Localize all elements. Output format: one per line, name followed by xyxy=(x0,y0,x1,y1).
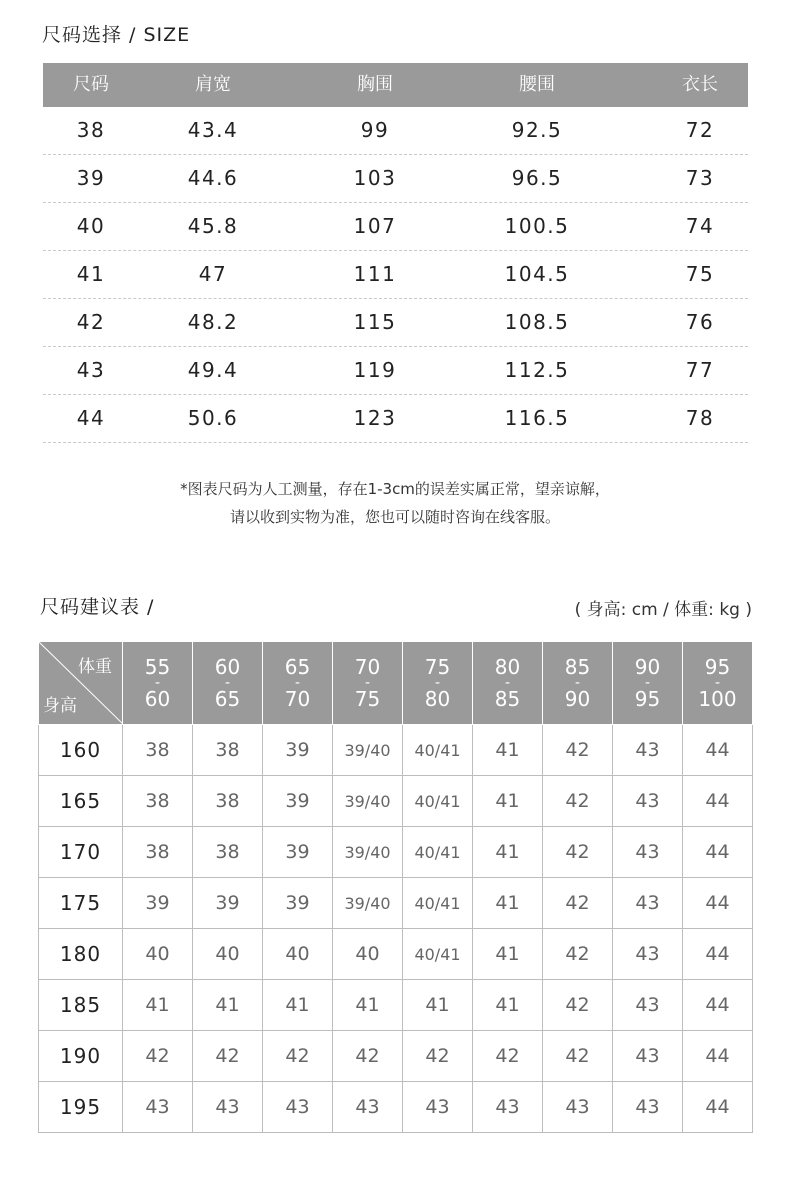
recommendation-title: 尺码建议表 / xyxy=(40,596,155,618)
recommended-size-cell: 44 xyxy=(683,1031,753,1082)
corner-cell xyxy=(39,642,123,725)
size-cell: 103 xyxy=(353,166,397,190)
recommended-size-cell: 44 xyxy=(683,980,753,1031)
header-length: 衣长 xyxy=(682,74,718,95)
recommended-size-cell: 43 xyxy=(613,929,683,980)
note-line-1: *图表尺码为人工测量，存在1-3cm的误差实属正常，望亲谅解， xyxy=(180,480,610,498)
size-cell: 40 xyxy=(76,214,106,238)
recommended-size-cell: 43 xyxy=(123,1082,193,1133)
size-cell: 116.5 xyxy=(504,406,570,430)
size-cell: 76 xyxy=(685,310,715,334)
size-cell: 119 xyxy=(353,358,397,382)
recommended-size-cell: 43 xyxy=(613,1031,683,1082)
recommended-size-cell: 44 xyxy=(683,827,753,878)
recommended-size-cell: 42 xyxy=(123,1031,193,1082)
recommended-size-cell: 38 xyxy=(193,776,263,827)
weight-from: 55 xyxy=(144,655,171,679)
height-cell: 195 xyxy=(39,1082,123,1133)
weight-to: 95 xyxy=(634,687,661,711)
weight-to: 60 xyxy=(144,687,171,711)
recommended-size-cell: 40/41 xyxy=(403,929,473,980)
size-cell: 100.5 xyxy=(504,214,570,238)
weight-range-header xyxy=(123,642,193,725)
size-cell: 92.5 xyxy=(511,118,563,142)
recommended-size-cell: 40 xyxy=(193,929,263,980)
corner-height-label: 身高 xyxy=(43,696,77,716)
recommended-size-cell: 42 xyxy=(333,1031,403,1082)
size-row xyxy=(43,155,748,203)
weight-separator: - xyxy=(364,675,371,691)
weight-to: 65 xyxy=(214,687,241,711)
size-cell: 41 xyxy=(76,262,106,286)
recommended-size-cell: 42 xyxy=(543,776,613,827)
recommended-size-cell: 38 xyxy=(193,725,263,776)
size-cell: 44 xyxy=(76,406,106,430)
size-row xyxy=(43,107,748,155)
recommended-size-cell: 39/40 xyxy=(333,878,403,929)
size-cell: 74 xyxy=(685,214,715,238)
recommended-size-cell: 42 xyxy=(543,827,613,878)
recommended-size-cell: 39 xyxy=(263,725,333,776)
recommended-size-cell: 40/41 xyxy=(403,725,473,776)
height-row xyxy=(39,1031,753,1082)
recommended-size-cell: 43 xyxy=(613,827,683,878)
height-row xyxy=(39,776,753,827)
recommended-size-cell: 38 xyxy=(123,827,193,878)
size-cell: 78 xyxy=(685,406,715,430)
weight-range-header xyxy=(193,642,263,725)
size-cell: 111 xyxy=(353,262,397,286)
weight-to: 100 xyxy=(698,687,737,711)
header-shoulder: 肩宽 xyxy=(195,74,231,95)
weight-to: 85 xyxy=(494,687,521,711)
recommended-size-cell: 41 xyxy=(473,878,543,929)
note-line-2: 请以收到实物为准，您也可以随时咨询在线客服。 xyxy=(229,508,560,526)
recommended-size-cell: 42 xyxy=(473,1031,543,1082)
weight-from: 90 xyxy=(634,655,661,679)
recommended-size-cell: 43 xyxy=(543,1082,613,1133)
header-size: 尺码 xyxy=(73,74,109,95)
recommended-size-cell: 43 xyxy=(193,1082,263,1133)
recommended-size-cell: 39 xyxy=(263,827,333,878)
size-cell: 108.5 xyxy=(504,310,570,334)
recommended-size-cell: 39/40 xyxy=(333,725,403,776)
recommended-size-cell: 43 xyxy=(613,776,683,827)
size-cell: 43.4 xyxy=(187,118,239,142)
height-cell: 185 xyxy=(39,980,123,1031)
unit-note: ( 身高: cm / 体重: kg ) xyxy=(574,600,752,620)
recommended-size-cell: 40 xyxy=(123,929,193,980)
recommended-size-cell: 40/41 xyxy=(403,878,473,929)
recommended-size-cell: 43 xyxy=(263,1082,333,1133)
size-cell: 42 xyxy=(76,310,106,334)
recommended-size-cell: 42 xyxy=(543,1031,613,1082)
size-row xyxy=(43,251,748,299)
recommended-size-cell: 40/41 xyxy=(403,776,473,827)
recommended-size-cell: 39 xyxy=(193,878,263,929)
weight-separator: - xyxy=(714,675,721,691)
recommended-size-cell: 42 xyxy=(403,1031,473,1082)
size-cell: 123 xyxy=(353,406,397,430)
recommended-size-cell: 42 xyxy=(193,1031,263,1082)
height-row xyxy=(39,980,753,1031)
size-cell: 49.4 xyxy=(187,358,239,382)
recommended-size-cell: 42 xyxy=(543,878,613,929)
size-row xyxy=(43,299,748,347)
weight-range-header xyxy=(683,642,753,725)
recommended-size-cell: 41 xyxy=(403,980,473,1031)
recommended-size-cell: 44 xyxy=(683,929,753,980)
size-cell: 96.5 xyxy=(511,166,563,190)
recommended-size-cell: 40/41 xyxy=(403,827,473,878)
size-cell: 112.5 xyxy=(504,358,570,382)
weight-from: 85 xyxy=(564,655,591,679)
recommended-size-cell: 38 xyxy=(123,776,193,827)
recommended-size-cell: 42 xyxy=(543,725,613,776)
size-cell: 45.8 xyxy=(187,214,239,238)
weight-to: 80 xyxy=(424,687,451,711)
recommendation-body xyxy=(39,725,753,1133)
recommended-size-cell: 41 xyxy=(333,980,403,1031)
weight-range-header xyxy=(263,642,333,725)
weight-range-header xyxy=(473,642,543,725)
recommended-size-cell: 42 xyxy=(263,1031,333,1082)
recommended-size-cell: 41 xyxy=(473,929,543,980)
weight-header-row xyxy=(39,642,753,725)
recommended-size-cell: 41 xyxy=(473,827,543,878)
recommended-size-cell: 41 xyxy=(473,980,543,1031)
recommended-size-cell: 40 xyxy=(333,929,403,980)
recommended-size-cell: 43 xyxy=(613,878,683,929)
weight-range-header xyxy=(613,642,683,725)
recommended-size-cell: 43 xyxy=(613,1082,683,1133)
recommended-size-cell: 38 xyxy=(193,827,263,878)
recommended-size-cell: 44 xyxy=(683,776,753,827)
recommended-size-cell: 43 xyxy=(613,980,683,1031)
weight-from: 70 xyxy=(354,655,381,679)
size-cell: 38 xyxy=(76,118,106,142)
recommended-size-cell: 43 xyxy=(613,725,683,776)
size-chart-body xyxy=(43,107,748,443)
size-row xyxy=(43,347,748,395)
recommended-size-cell: 39 xyxy=(123,878,193,929)
weight-to: 90 xyxy=(564,687,591,711)
size-chart-title: 尺码选择 / SIZE xyxy=(42,24,191,46)
size-cell: 99 xyxy=(360,118,390,142)
weight-from: 75 xyxy=(424,655,451,679)
recommended-size-cell: 41 xyxy=(123,980,193,1031)
height-cell: 160 xyxy=(39,725,123,776)
weight-from: 65 xyxy=(284,655,311,679)
weight-from: 80 xyxy=(494,655,521,679)
size-cell: 43 xyxy=(76,358,106,382)
weight-range-header xyxy=(543,642,613,725)
size-cell: 47 xyxy=(198,262,228,286)
weight-from: 95 xyxy=(704,655,731,679)
size-cell: 39 xyxy=(76,166,106,190)
height-cell: 165 xyxy=(39,776,123,827)
weight-separator: - xyxy=(434,675,441,691)
recommended-size-cell: 43 xyxy=(403,1082,473,1133)
height-row xyxy=(39,725,753,776)
weight-separator: - xyxy=(504,675,511,691)
height-cell: 190 xyxy=(39,1031,123,1082)
size-cell: 115 xyxy=(353,310,397,334)
height-row xyxy=(39,878,753,929)
recommended-size-cell: 42 xyxy=(543,980,613,1031)
recommended-size-cell: 39/40 xyxy=(333,776,403,827)
size-chart-header-row xyxy=(43,63,748,107)
weight-separator: - xyxy=(154,675,161,691)
height-cell: 180 xyxy=(39,929,123,980)
size-recommendation-table xyxy=(38,641,753,1133)
recommended-size-cell: 41 xyxy=(263,980,333,1031)
recommended-size-cell: 40 xyxy=(263,929,333,980)
weight-separator: - xyxy=(294,675,301,691)
recommended-size-cell: 44 xyxy=(683,725,753,776)
header-chest: 胸围 xyxy=(357,74,393,95)
size-cell: 44.6 xyxy=(187,166,239,190)
height-row xyxy=(39,929,753,980)
size-cell: 77 xyxy=(685,358,715,382)
weight-from: 60 xyxy=(214,655,241,679)
header-waist: 腰围 xyxy=(519,74,555,95)
height-row xyxy=(39,827,753,878)
weight-separator: - xyxy=(644,675,651,691)
recommended-size-cell: 41 xyxy=(193,980,263,1031)
height-row xyxy=(39,1082,753,1133)
recommended-size-cell: 42 xyxy=(543,929,613,980)
corner-weight-label: 体重 xyxy=(78,657,112,677)
size-cell: 72 xyxy=(685,118,715,142)
recommended-size-cell: 44 xyxy=(683,1082,753,1133)
measurement-note xyxy=(0,475,790,531)
size-cell: 73 xyxy=(685,166,715,190)
size-row xyxy=(43,203,748,251)
recommended-size-cell: 41 xyxy=(473,725,543,776)
height-cell: 175 xyxy=(39,878,123,929)
recommended-size-cell: 44 xyxy=(683,878,753,929)
recommended-size-cell: 41 xyxy=(473,776,543,827)
weight-separator: - xyxy=(224,675,231,691)
size-chart-table xyxy=(43,63,748,443)
size-row xyxy=(43,395,748,443)
size-cell: 107 xyxy=(353,214,397,238)
recommended-size-cell: 39 xyxy=(263,878,333,929)
weight-range-header xyxy=(403,642,473,725)
weight-to: 70 xyxy=(284,687,311,711)
weight-separator: - xyxy=(574,675,581,691)
height-cell: 170 xyxy=(39,827,123,878)
weight-range-header xyxy=(333,642,403,725)
size-cell: 50.6 xyxy=(187,406,239,430)
size-cell: 48.2 xyxy=(187,310,239,334)
recommended-size-cell: 38 xyxy=(123,725,193,776)
size-cell: 75 xyxy=(685,262,715,286)
recommended-size-cell: 43 xyxy=(473,1082,543,1133)
weight-to: 75 xyxy=(354,687,381,711)
recommended-size-cell: 39/40 xyxy=(333,827,403,878)
size-cell: 104.5 xyxy=(504,262,570,286)
recommended-size-cell: 43 xyxy=(333,1082,403,1133)
recommended-size-cell: 39 xyxy=(263,776,333,827)
